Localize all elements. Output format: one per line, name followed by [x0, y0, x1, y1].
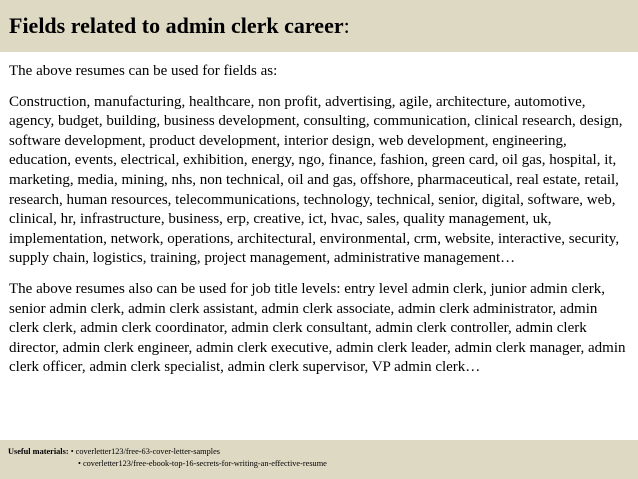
- job-levels-list: The above resumes also can be used for job title levels: entry level admin clerk, junior admin clerk, senior admin clerk, admin clerk assistant, admin clerk associate, admin clerk administrator, admin clerk clerk, admin clerk coordinator, admin clerk consultant, admin clerk controller, admin clerk director, admin clerk engineer, admin clerk executive, admin clerk leader, admin clerk manager, admin clerk officer, admin clerk specialist, admin clerk supervisor, VP admin clerk…: [9, 280, 626, 376]
- footer-row-1: [8, 446, 638, 458]
- intro-text: The above resumes can be used for fields as:: [9, 63, 278, 79]
- page-title-colon: :: [343, 13, 350, 38]
- footer: [0, 440, 638, 479]
- footer-link-cover-letter[interactable]: • coverletter123/free-63-cover-letter-samples: [70, 447, 220, 456]
- footer-row-2: [8, 458, 638, 470]
- footer-link-ebook[interactable]: • coverletter123/free-ebook-top-16-secrets-for-writing-an-effective-resume: [78, 459, 327, 468]
- fields-list: Construction, manufacturing, healthcare, non profit, advertising, agile, architecture, automotive, agency, budget, building, business development, consulting, communication, clinical research, design, software development, product development, interior design, web development, engineering, education, events, electrical, exhibition, energy, ngo, finance, fashion, green card, oil gas, hospital, it, marketing, media, mining, nhs, non technical, oil and gas, offshore, pharmaceutical, real estate, retail, research, human resources, telecommunications, technology, technical, senior, digital, software, web, clinical, hr, infrastructure, business, erp, creative, ict, hvac, sales, quality management, uk, implementation, network, operations, architectural, environmental, crm, website, interactive, security, supply chain, logistics, training, project management, administrative management…: [9, 93, 623, 267]
- main-content: [9, 62, 631, 378]
- page-title: [9, 14, 638, 38]
- footer-label: Useful materials:: [8, 447, 69, 456]
- page-title-text: Fields related to admin clerk career: [9, 13, 344, 38]
- title-bar: [0, 0, 638, 52]
